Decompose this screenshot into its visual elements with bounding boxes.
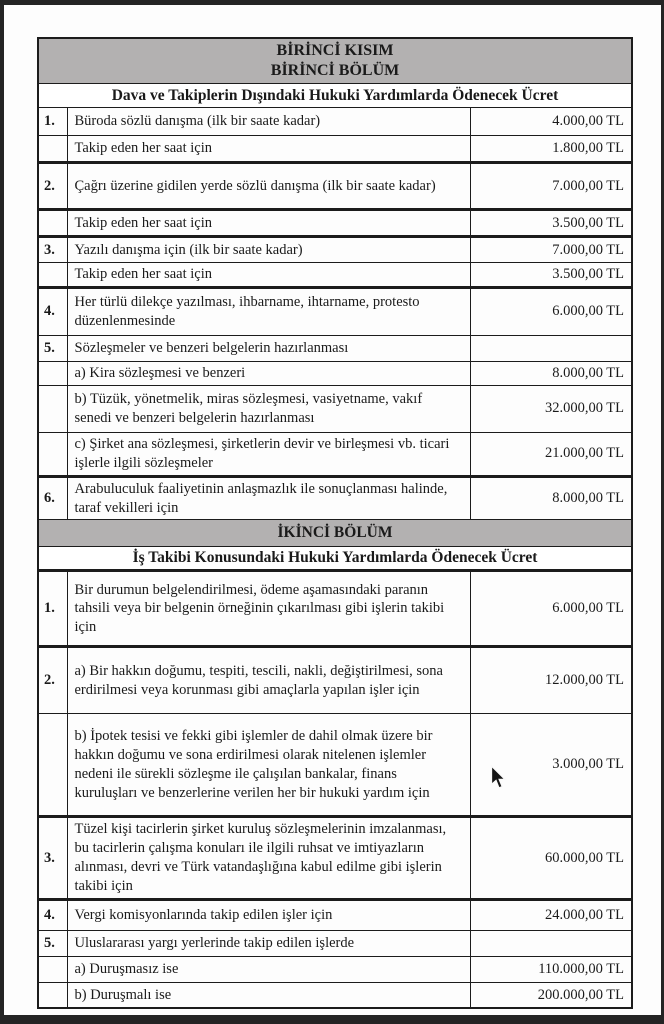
row-fee [470, 930, 632, 956]
row-fee: 1.800,00 TL [470, 136, 632, 163]
fee-tariff-table [37, 37, 633, 1009]
row-description: Takip eden her saat için [67, 136, 470, 163]
mouse-cursor-icon [490, 765, 507, 791]
row-number [38, 982, 67, 1008]
row-description: b) İpotek tesisi ve fekki gibi işlemler de dahil olmak üzere bir hakkın doğumu ve sona erdirilmesi olarak nitelenen işlemler nedeni ile sürekli sözleşme ile çalışılan bankalar, finans kuruluşları ve benzerlerine verilen her bir hukuki yardım için [67, 714, 470, 817]
row-description: Çağrı üzerine gidilen yerde sözlü danışma (ilk bir saate kadar) [67, 163, 470, 210]
chapter-one-title: BİRİNCİ BÖLÜM [270, 62, 400, 79]
row-fee: 24.000,00 TL [470, 899, 632, 930]
row-description: Takip eden her saat için [67, 210, 470, 237]
row-number: 3. [38, 817, 67, 899]
viewer-frame-left [0, 0, 4, 1024]
row-number [38, 210, 67, 237]
row-number [38, 263, 67, 288]
row-number: 1. [38, 108, 67, 136]
row-fee: 6.000,00 TL [470, 287, 632, 335]
row-description: Vergi komisyonlarında takip edilen işler için [67, 899, 470, 930]
row-fee [470, 335, 632, 361]
row-number: 3. [38, 237, 67, 263]
row-description: Yazılı danışma için (ilk bir saate kadar) [67, 237, 470, 263]
row-number: 5. [38, 335, 67, 361]
row-description: b) Tüzük, yönetmelik, miras sözleşmesi, vasiyetname, vakıf senedi ve benzeri belgelerin hazırlanması [67, 385, 470, 432]
row-number: 1. [38, 571, 67, 647]
row-number [38, 361, 67, 385]
row-fee: 8.000,00 TL [470, 476, 632, 520]
row-number [38, 136, 67, 163]
row-fee: 7.000,00 TL [470, 163, 632, 210]
row-number: 2. [38, 163, 67, 210]
table-row [38, 361, 632, 385]
table-row [38, 335, 632, 361]
row-fee: 3.500,00 TL [470, 263, 632, 288]
row-number: 6. [38, 476, 67, 520]
table-row [38, 263, 632, 288]
row-fee: 4.000,00 TL [470, 108, 632, 136]
section2-title: İş Takibi Konusundaki Hukuki Yardımlarda Ödenecek Ücret [38, 547, 632, 571]
table-row [38, 136, 632, 163]
table-row [38, 237, 632, 263]
row-fee: 21.000,00 TL [470, 432, 632, 476]
row-number: 5. [38, 930, 67, 956]
row-number: 2. [38, 647, 67, 714]
table-row [38, 210, 632, 237]
chapter-two-header: İKİNCİ BÖLÜM [38, 520, 632, 547]
table-row [38, 899, 632, 930]
row-fee: 3.000,00 TL [470, 714, 632, 817]
row-number [38, 385, 67, 432]
part-one-title: BİRİNCİ KISIM [276, 42, 394, 59]
row-description: Tüzel kişi tacirlerin şirket kuruluş sözleşmelerinin imzalanması, bu tacirlerin çalışma konuları ile ilgili ruhsat ve imtiyazların alınması, devri ve Türk vatandaşlığına kabul edilme gibi işlerin takibi için [67, 817, 470, 899]
table-row [38, 956, 632, 982]
table-row [38, 432, 632, 476]
row-fee: 12.000,00 TL [470, 647, 632, 714]
table-row [38, 163, 632, 210]
row-number [38, 714, 67, 817]
row-description: Sözleşmeler ve benzeri belgelerin hazırlanması [67, 335, 470, 361]
row-fee: 110.000,00 TL [470, 956, 632, 982]
row-fee: 60.000,00 TL [470, 817, 632, 899]
row-description: a) Kira sözleşmesi ve benzeri [67, 361, 470, 385]
row-description: Büroda sözlü danışma (ilk bir saate kadar) [67, 108, 470, 136]
row-number: 4. [38, 287, 67, 335]
row-number [38, 432, 67, 476]
table-row [38, 647, 632, 714]
table-row [38, 571, 632, 647]
row-fee: 6.000,00 TL [470, 571, 632, 647]
table-row [38, 982, 632, 1008]
table-row [38, 385, 632, 432]
row-fee: 3.500,00 TL [470, 210, 632, 237]
row-description: a) Bir hakkın doğumu, tespiti, tescili, nakli, değiştirilmesi, sona erdirilmesi veya korunması gibi amaçlarla yapılan işler için [67, 647, 470, 714]
row-description: c) Şirket ana sözleşmesi, şirketlerin devir ve birleşmesi vb. ticari işlerle ilgili sözleşmeler [67, 432, 470, 476]
table-row [38, 930, 632, 956]
table-row [38, 476, 632, 520]
row-description: Uluslararası yargı yerlerinde takip edilen işlerde [67, 930, 470, 956]
part-one-header [38, 38, 632, 84]
row-description: Bir durumun belgelendirilmesi, ödeme aşamasındaki paranın tahsili veya bir belgenin örneğinin çıkarılması gibi işlerin takibi için [67, 571, 470, 647]
row-description: Arabuluculuk faaliyetinin anlaşmazlık ile sonuçlanması halinde, taraf vekilleri için [67, 476, 470, 520]
row-fee: 8.000,00 TL [470, 361, 632, 385]
row-fee: 32.000,00 TL [470, 385, 632, 432]
row-description: a) Duruşmasız ise [67, 956, 470, 982]
row-description: b) Duruşmalı ise [67, 982, 470, 1008]
table-row [38, 817, 632, 899]
viewer-frame-top [0, 0, 664, 5]
row-number: 4. [38, 899, 67, 930]
viewer-frame-bottom [0, 1015, 664, 1024]
row-fee: 7.000,00 TL [470, 237, 632, 263]
row-description: Her türlü dilekçe yazılması, ihbarname, ihtarname, protesto düzenlenmesinde [67, 287, 470, 335]
table-row [38, 108, 632, 136]
table-row [38, 287, 632, 335]
row-fee: 200.000,00 TL [470, 982, 632, 1008]
row-description: Takip eden her saat için [67, 263, 470, 288]
table-row [38, 714, 632, 817]
row-number [38, 956, 67, 982]
section1-title: Dava ve Takiplerin Dışındaki Hukuki Yardımlarda Ödenecek Ücret [38, 84, 632, 108]
